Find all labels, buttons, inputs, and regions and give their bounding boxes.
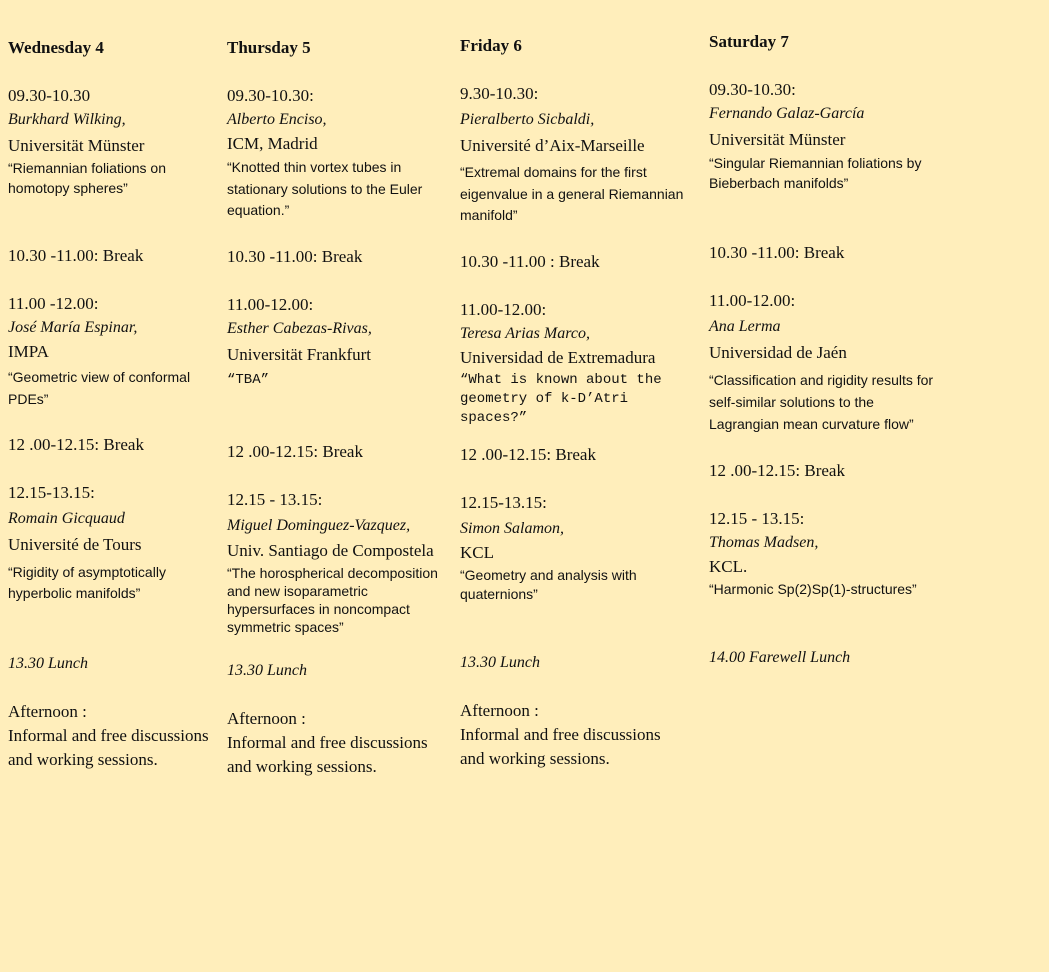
speaker-institution: Université d’Aix-Marseille [460,136,645,155]
day-title: Wednesday 4 [8,38,104,57]
speaker-name: Teresa Arias Marco, [460,325,590,342]
speaker-institution: IMPA [8,342,49,361]
speaker-institution: KCL. [709,557,748,576]
speaker-name: Esther Cabezas-Rivas, [227,320,372,337]
session-time: 11.00-12.00: [460,300,547,319]
speaker-name: Burkhard Wilking, [8,111,126,128]
speaker-name: José María Espinar, [8,319,138,336]
afternoon-description: Informal and free discussions [227,733,428,752]
speaker-name: Romain Gicquaud [8,510,125,527]
session-time: 12.15 - 13.15: [709,509,805,528]
speaker-name: Alberto Enciso, [227,111,327,128]
break-entry: 10.30 -11.00: Break [8,246,144,265]
session-time: 09.30-10.30: [227,86,314,105]
talk-title: “TBA” [227,372,270,388]
speaker-institution: Universidad de Jaén [709,343,847,362]
session-time: 12.15 - 13.15: [227,490,323,509]
speaker-institution: ICM, Madrid [227,134,318,153]
speaker-name: Ana Lerma [709,318,781,335]
speaker-name: Miguel Dominguez-Vazquez, [227,517,411,534]
speaker-name: Pieralberto Sicbaldi, [460,111,595,128]
afternoon-description: and working sessions. [8,750,158,769]
speaker-institution: Univ. Santiago de Compostela [227,541,434,560]
session-time: 12.15-13.15: [8,483,95,502]
talk-title: “What is known about the geometry of k-D’Atri spaces?” [460,372,662,426]
session-time: 12.15-13.15: [460,493,547,512]
talk-title: “The horospherical decomposition and new isoparametric hypersurfaces in noncompact symmetric spaces” [227,565,438,635]
session-time: 11.00 -12.00: [8,294,99,313]
lunch-entry: 13.30 Lunch [227,662,307,679]
session-time: 11.00-12.00: [227,295,314,314]
afternoon-label: Afternoon : [460,701,539,720]
day-title: Friday 6 [460,36,522,55]
break-entry: 10.30 -11.00: Break [709,243,845,262]
break-entry: 12 .00-12.15: Break [227,442,363,461]
day-title: Thursday 5 [227,38,311,57]
afternoon-label: Afternoon : [8,702,87,721]
talk-title: “Knotted thin vortex tubes in stationary solutions to the Euler equation.” [227,159,423,218]
break-entry: 12 .00-12.15: Break [709,461,845,480]
talk-title: “Geometry and analysis with quaternions” [460,567,637,602]
session-time: 9.30-10.30: [460,84,539,103]
lunch-entry: 13.30 Lunch [8,655,88,672]
speaker-institution: Universität Frankfurt [227,345,371,364]
talk-title: “Geometric view of conformal PDEs” [8,369,191,407]
afternoon-description: Informal and free discussions [460,725,661,744]
talk-title: “Rigidity of asymptotically hyperbolic manifolds” [8,564,166,601]
speaker-name: Thomas Madsen, [709,534,819,551]
talk-title: “Classification and rigidity results for self-similar solutions to the Lagrangian mean curvature flow” [709,372,934,432]
speaker-institution: Université de Tours [8,535,142,554]
afternoon-label: Afternoon : [227,709,306,728]
talk-title: “Extremal domains for the first eigenvalue in a general Riemannian manifold” [460,164,684,223]
break-entry: 12 .00-12.15: Break [8,435,144,454]
session-time: 11.00-12.00: [709,291,796,310]
afternoon-description: and working sessions. [227,757,377,776]
speaker-institution: KCL [460,543,494,562]
lunch-entry: 13.30 Lunch [460,654,540,671]
day-title: Saturday 7 [709,32,789,51]
talk-title: “Riemannian foliations on homotopy spheres” [8,160,166,196]
speaker-name: Fernando Galaz-García [709,105,865,122]
afternoon-description: and working sessions. [460,749,610,768]
break-entry: 12 .00-12.15: Break [460,445,596,464]
session-time: 09.30-10.30 [8,86,91,105]
afternoon-description: Informal and free discussions [8,726,209,745]
talk-title: “Harmonic Sp(2)Sp(1)-structures” [709,581,917,597]
speaker-institution: Universität Münster [8,136,145,155]
session-time: 09.30-10.30: [709,80,796,99]
speaker-institution: Universität Münster [709,130,846,149]
talk-title: “Singular Riemannian foliations by Bieberbach manifolds” [709,155,922,191]
lunch-entry: 14.00 Farewell Lunch [709,649,851,666]
speaker-name: Simon Salamon, [460,520,564,537]
break-entry: 10.30 -11.00 : Break [460,252,600,271]
break-entry: 10.30 -11.00: Break [227,247,363,266]
speaker-institution: Universidad de Extremadura [460,348,656,367]
